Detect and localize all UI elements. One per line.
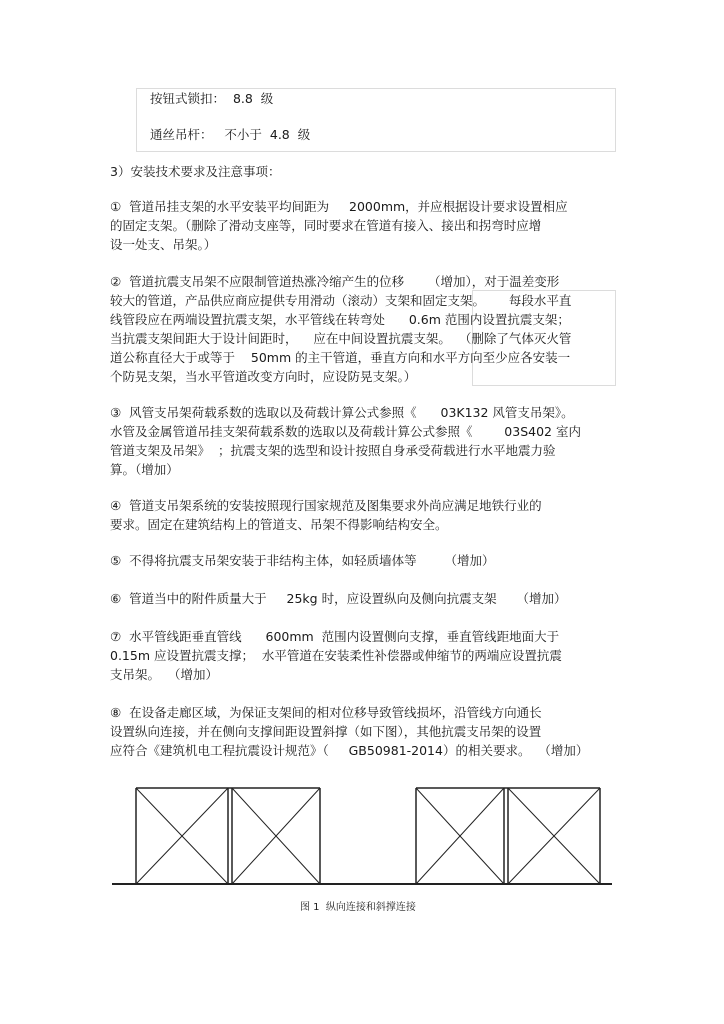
item2-line-5: 道公称直径大于或等于 50mm 的主干管道，垂直方向和水平方向至少应各安装一 — [110, 350, 571, 365]
item2-line-6: 个防晃支架，当水平管道改变方向时，应设防晃支架。） — [110, 369, 417, 384]
item1-line-2: 的固定支架。（删除了滑动支座等，同时要求在管道有接入、接出和拐弯时应增 — [110, 218, 542, 233]
item8-line-3: 应符合《建筑机电工程抗震设计规范》（ GB50981-2014）的相关要求。 （增加） — [110, 743, 589, 758]
item2-line-2: 较大的管道，产品供应商应提供专用滑动（滚动）支架和固定支架。 每段水平直 — [110, 293, 572, 308]
item3-line-3: 管道支架及吊架》 ；抗震支架的选型和设计按照自身承受荷载进行水平地震力验 — [110, 443, 556, 458]
item8-line-1: ⑧ 在设备走廊区域，为保证支架间的相对位移导致管线损坏，沿管线方向通长 — [110, 705, 542, 720]
item2-line-4: 当抗震支架间距大于设计间距时， 应在中间设置抗震支架。 （删除了气体灭火管 — [110, 331, 572, 346]
item8-line-2: 设置纵向连接，并在侧向支撑间距设置斜撑（如下图），其他抗震支吊架的设置 — [110, 724, 542, 739]
item3-line-4: 算。（增加） — [110, 462, 179, 477]
item2-line-3: 线管段应在两端设置抗震支架，水平管线在转弯处 0.6m 范围内设置抗震支架； — [110, 312, 570, 327]
material-button-lock: 按钮式锁扣： 8.8 级 — [150, 91, 274, 106]
material-threaded-rod: 通丝吊杆： 不小于 4.8 级 — [150, 127, 311, 142]
item3-line-2: 水管及金属管道吊挂支架荷载系数的选取以及荷载计算公式参照《 03S402 室内 — [110, 424, 581, 439]
item2-line-1: ② 管道抗震支吊架不应限制管道热涨冷缩产生的位移 （增加），对于温差变形 — [110, 274, 560, 289]
item1-line-1: ① 管道吊挂支架的水平安装平均间距为 2000mm，并应根据设计要求设置相应 — [110, 199, 568, 214]
item1-line-3: 设一处支、吊架。） — [110, 237, 217, 252]
item3-line-1: ③ 风管支吊架荷载系数的选取以及荷载计算公式参照《 03K132 风管支吊架》。 — [110, 405, 574, 420]
item7-line-3: 支吊架。 （增加） — [110, 667, 218, 682]
figure-caption: 图 1 纵向连接和斜撑连接 — [300, 902, 416, 913]
item4-line-2: 要求。固定在建筑结构上的管道支、吊架不得影响结构安全。 — [110, 517, 448, 532]
item6-line-1: ⑥ 管道当中的附件质量大于 25kg 时，应设置纵向及侧向抗震支架 （增加） — [110, 591, 567, 606]
item5-line-1: ⑤ 不得将抗震支吊架安装于非结构主体，如轻质墙体等 （增加） — [110, 553, 495, 568]
item7-line-1: ⑦ 水平管线距垂直管线 600mm 范围内设置侧向支撑，垂直管线距地面大于 — [110, 629, 560, 644]
item7-line-2: 0.15m 应设置抗震支撑； 水平管道在安装柔性补偿器或伸缩节的两端应设置抗震 — [110, 648, 562, 663]
section-heading: 3）安装技术要求及注意事项： — [110, 164, 281, 179]
item4-line-1: ④ 管道支吊架系统的安装按照现行国家规范及图集要求外尚应满足地铁行业的 — [110, 498, 542, 513]
